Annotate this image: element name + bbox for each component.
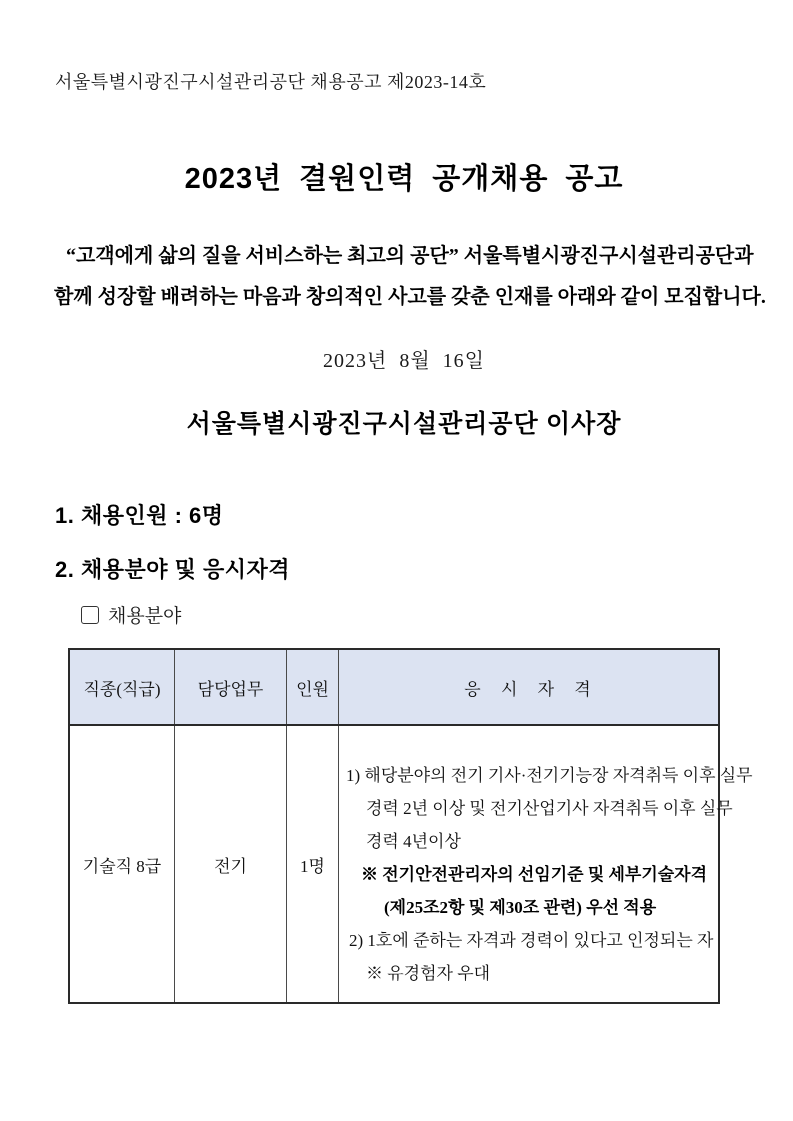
qual-line-4: ※ 전기안전관리자의 선임기준 및 세부기술자격 <box>361 865 708 884</box>
recruitment-table <box>68 648 753 1004</box>
square-bullet-icon <box>81 606 99 624</box>
header-job-type: 직종(직급) <box>70 650 175 724</box>
header-duty: 담당업무 <box>175 650 287 724</box>
cell-job-type: 기술직 8급 <box>70 726 175 1002</box>
cell-headcount: 1명 <box>287 726 339 1002</box>
cell-qualifications <box>339 726 759 1002</box>
intro-paragraph <box>54 236 766 318</box>
doc-number: 서울특별시광진구시설관리공단 채용공고 제2023-14호 <box>55 72 487 92</box>
table-header-row <box>70 650 718 726</box>
sub-section-fields <box>81 601 181 628</box>
qual-line-3: 경력 4년이상 <box>366 832 461 851</box>
signature-line: 서울특별시광진구시설관리공단 이사장 <box>186 411 622 438</box>
header-headcount: 인원 <box>287 650 339 724</box>
qual-line-5: (제25조2항 및 제30조 관련) 우선 적용 <box>384 898 657 917</box>
qual-line-7: ※ 유경험자 우대 <box>366 964 491 983</box>
section-heading-fields: 2. 채용분야 및 응시자격 <box>55 557 290 582</box>
cell-duty: 전기 <box>175 726 287 1002</box>
page-title: 2023년 결원인력 공개채용 공고 <box>184 163 624 195</box>
qual-line-2: 경력 2년 이상 및 전기산업기사 자격취득 이후 실무 <box>366 799 733 818</box>
qual-line-1: 1) 해당분야의 전기 기사·전기기능장 자격취득 이후 실무 <box>346 766 753 785</box>
header-qualification: 응 시 자 격 <box>464 679 593 699</box>
table-row <box>70 726 753 1002</box>
sub-section-label: 채용분야 <box>108 606 182 627</box>
intro-line-2: 함께 성장할 배려하는 마음과 창의적인 사고를 갖춘 인재를 아래와 같이 모집합니다. <box>54 286 766 308</box>
qual-line-6: 2) 1호에 준하는 자격과 경력이 있다고 인정되는 자 <box>349 931 714 950</box>
date-line: 2023년 8월 16일 <box>323 350 485 372</box>
section-heading-recruit-count: 1. 채용인원 : 6명 <box>55 503 224 528</box>
intro-line-1: “고객에게 삶의 질을 서비스하는 최고의 공단” 서울특별시광진구시설관리공단과 <box>66 245 754 267</box>
